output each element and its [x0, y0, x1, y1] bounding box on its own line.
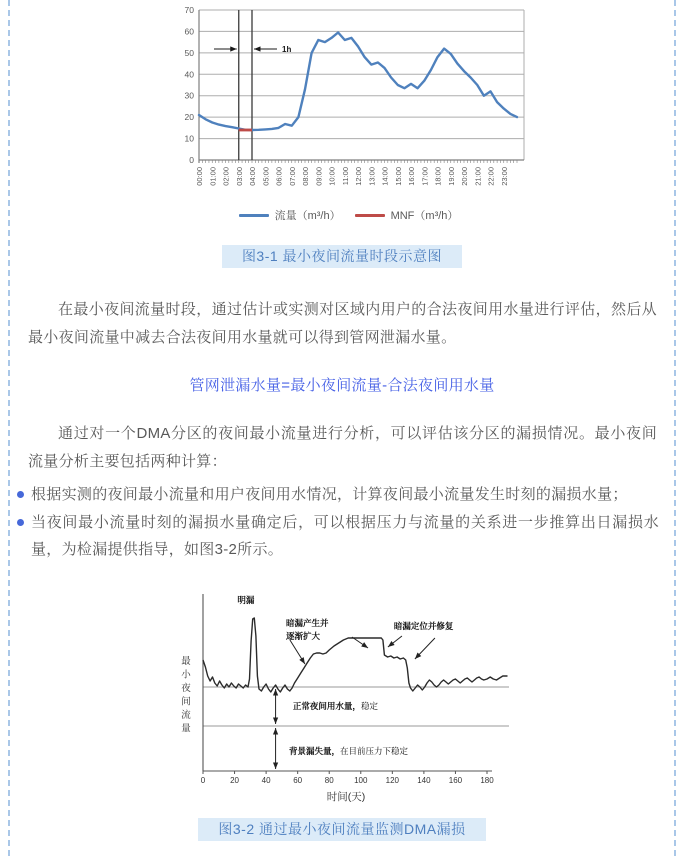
svg-text:15:00: 15:00: [393, 167, 403, 186]
svg-text:背景漏失量，在目前压力下稳定: 背景漏失量，在目前压力下稳定: [288, 746, 409, 756]
svg-text:17:00: 17:00: [420, 167, 430, 186]
svg-text:正常夜间用水量，稳定: 正常夜间用水量，稳定: [292, 701, 378, 711]
mnf-series-label: MNF（m³/h）: [390, 210, 459, 222]
dma-monitoring-schematic-chart: [172, 590, 517, 808]
figure-3-2-caption-row: [0, 818, 684, 841]
svg-text:07:00: 07:00: [287, 167, 297, 186]
bullet-1-text: 根据实测的夜间最小流量和用户夜间用水情况，计算夜间最小流量发生时刻的漏损水量；: [31, 486, 628, 503]
svg-text:160: 160: [448, 776, 463, 785]
svg-text:22:00: 22:00: [486, 167, 496, 186]
svg-text:暗漏定位并修复: 暗漏定位并修复: [393, 621, 454, 631]
annotations: [237, 595, 454, 757]
flow-series-line: [199, 33, 517, 131]
figure-3-1: [156, 2, 541, 223]
svg-text:01:00: 01:00: [208, 167, 218, 186]
mnf-series-swatch: [355, 214, 385, 217]
svg-text:30: 30: [184, 90, 194, 101]
svg-text:19:00: 19:00: [446, 167, 456, 186]
leakage-formula: 管网泄漏水量=最小夜间流量-合法夜间用水量: [189, 377, 495, 394]
svg-text:06:00: 06:00: [274, 167, 284, 186]
bullet-icon: [17, 491, 24, 498]
svg-text:180: 180: [480, 776, 494, 785]
svg-text:20: 20: [184, 112, 194, 123]
figure-3-2-caption: 图3-2 通过最小夜间流量监测DMA漏损: [198, 818, 485, 841]
svg-text:13:00: 13:00: [367, 167, 377, 186]
svg-text:21:00: 21:00: [473, 167, 483, 186]
flow-series-label: 流量（m³/h）: [274, 210, 341, 222]
range-arrows: [273, 689, 278, 769]
svg-text:明漏: 明漏: [237, 595, 255, 605]
svg-text:1h: 1h: [282, 45, 292, 54]
bullet-2-text: 当夜间最小流量时刻的漏损水量确定后，可以根据压力与流量的关系进一步推算出日漏损水量，为检漏提供指导，如图3-2所示。: [31, 513, 659, 558]
svg-text:04:00: 04:00: [248, 167, 257, 186]
svg-text:12:00: 12:00: [354, 167, 363, 186]
svg-text:23:00: 23:00: [499, 167, 509, 186]
paragraph-1: 在最小夜间流量时段，通过估计或实测对区域内用户的合法夜间用水量进行评估，然后从最小夜间流量中减去合法夜间用水量就可以得到管网泄漏水量。: [28, 301, 657, 346]
paragraph-2: 通过对一个DMA分区的夜间最小流量进行分析，可以评估该分区的漏损情况。最小夜间流量分析主要包括两种计算：: [28, 425, 657, 470]
bullet-list: [17, 481, 659, 564]
page-right-dashed-border: [674, 0, 676, 856]
svg-text:08:00: 08:00: [301, 167, 310, 186]
page-left-dashed-border: [8, 0, 10, 856]
svg-text:00:00: 00:00: [195, 167, 204, 186]
gridlines: [199, 10, 524, 160]
svg-text:20:00: 20:00: [460, 167, 469, 186]
svg-text:50: 50: [184, 47, 194, 58]
svg-text:60: 60: [293, 776, 303, 785]
x-axis-title: 时间(天): [326, 791, 366, 803]
list-item: [17, 509, 659, 564]
svg-text:10: 10: [184, 133, 194, 144]
figure-3-1-caption: 图3-1 最小夜间流量时段示意图: [222, 245, 462, 268]
svg-text:120: 120: [385, 776, 400, 785]
svg-text:10:00: 10:00: [327, 167, 337, 186]
flow-series-swatch: [239, 214, 269, 217]
svg-text:0: 0: [200, 776, 206, 785]
svg-text:14:00: 14:00: [380, 167, 390, 186]
svg-text:09:00: 09:00: [314, 167, 324, 186]
mnf-window-markers: [214, 10, 291, 160]
figure-3-1-caption-row: [0, 245, 684, 268]
svg-text:100: 100: [354, 776, 368, 785]
figure-3-2: [172, 590, 517, 813]
svg-text:140: 140: [417, 776, 431, 785]
mnf-24h-line-chart: [156, 2, 541, 195]
svg-text:20: 20: [230, 776, 240, 785]
svg-text:60: 60: [184, 26, 194, 37]
svg-text:02:00: 02:00: [221, 167, 231, 186]
svg-text:18:00: 18:00: [433, 167, 443, 186]
y-axis-title: 最小夜间流量: [181, 656, 191, 735]
svg-text:70: 70: [184, 5, 194, 15]
svg-text:暗漏产生并逐渐扩大: 暗漏产生并逐渐扩大: [285, 618, 329, 641]
svg-text:16:00: 16:00: [407, 167, 416, 186]
svg-text:0: 0: [189, 155, 194, 165]
svg-text:40: 40: [261, 776, 271, 785]
svg-text:03:00: 03:00: [234, 167, 244, 186]
x-tick-labels: [201, 776, 494, 785]
bullet-icon: [17, 519, 24, 526]
svg-text:40: 40: [184, 69, 194, 80]
svg-text:11:00: 11:00: [340, 167, 350, 186]
mnf-trend-line: [203, 618, 508, 692]
list-item: [17, 481, 659, 509]
svg-text:05:00: 05:00: [261, 167, 271, 186]
chart1-legend: [156, 207, 541, 223]
svg-text:80: 80: [324, 776, 334, 785]
